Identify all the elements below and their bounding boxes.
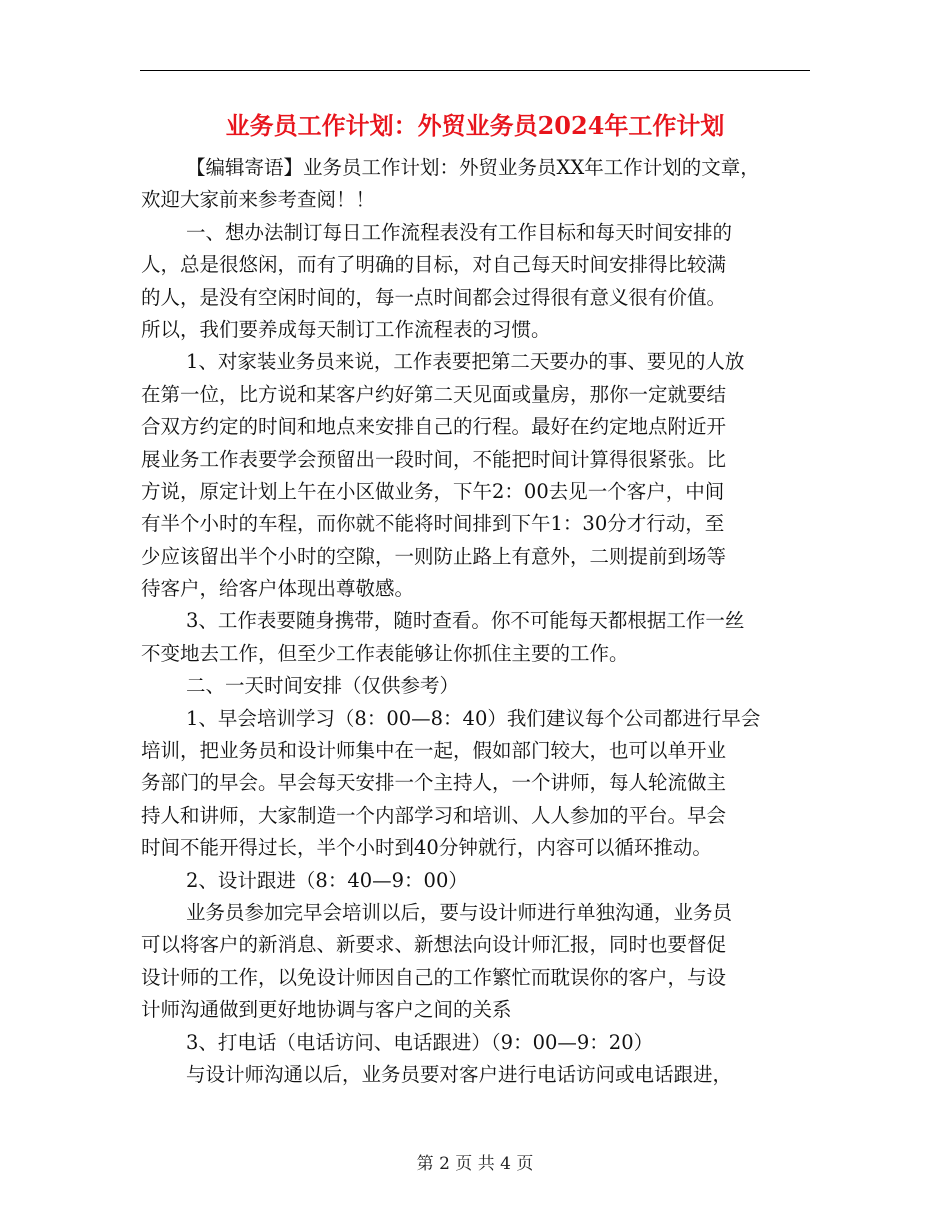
- text-line: 培训，把业务员和设计师集中在一起，假如部门较大，也可以单开业: [141, 739, 727, 763]
- text-line: 方说，原定计划上午在小区做业务，下午2：00去见一个客户，中间: [141, 479, 725, 503]
- text-line: 2、设计跟进（8：40—9：00）: [186, 868, 468, 892]
- text-line: 的人，是没有空闲时间的，每一点时间都会过得很有意义很有价值。: [141, 285, 727, 309]
- header-rule: [140, 70, 810, 71]
- text-line: 一、想办法制订每日工作流程表没有工作目标和每天时间安排的: [186, 220, 733, 244]
- text-line: 设计师的工作，以免设计师因自己的工作繁忙而耽误你的客户，与设: [141, 965, 727, 989]
- text-line: 与设计师沟通以后，业务员要对客户进行电话访问或电话跟进，: [186, 1062, 733, 1086]
- text-line: 待客户，给客户体现出尊敬感。: [141, 577, 415, 601]
- page-title: 业务员工作计划：外贸业务员2024年工作计划: [225, 111, 725, 140]
- text-line: 少应该留出半个小时的空隙，一则防止路上有意外，二则提前到场等: [141, 544, 727, 568]
- text-line: 人，总是很悠闲，而有了明确的目标，对自己每天时间安排得比较满: [141, 253, 727, 277]
- text-line: 3、打电话（电话访问、电话跟进）（9：00—9：20）: [186, 1030, 654, 1054]
- text-line: 持人和讲师，大家制造一个内部学习和培训、人人参加的平台。早会: [141, 803, 727, 827]
- text-line: 欢迎大家前来参考查阅！！: [141, 188, 376, 212]
- page-footer: 第 2 页 共 4 页: [416, 1154, 534, 1174]
- text-line: 展业务工作表要学会预留出一段时间，不能把时间计算得很紧张。比: [141, 447, 727, 471]
- text-line: 时间不能开得过长，半个小时到40分钟就行，内容可以循环推动。: [141, 836, 712, 860]
- text-line: 有半个小时的车程，而你就不能将时间排到下午1：30分才行动，至: [141, 512, 725, 536]
- text-line: 不变地去工作，但至少工作表能够让你抓住主要的工作。: [141, 641, 629, 665]
- text-line: 二、一天时间安排（仅供参考）: [186, 674, 460, 698]
- text-line: 计师沟通做到更好地协调与客户之间的关系: [141, 998, 512, 1022]
- text-line: 合双方约定的时间和地点来安排自己的行程。最好在约定地点附近开: [141, 415, 727, 439]
- text-line: 务部门的早会。早会每天安排一个主持人，一个讲师，每人轮流做主: [141, 771, 727, 795]
- text-line: 3、工作表要随身携带，随时查看。你不可能每天都根据工作一丝: [186, 609, 745, 633]
- text-line: 1、对家装业务员来说，工作表要把第二天要办的事、要见的人放: [186, 350, 745, 374]
- text-line: 1、早会培训学习（8：00—8：40）我们建议每个公司都进行早会: [186, 706, 761, 730]
- document-body: [141, 152, 809, 1091]
- text-line: 可以将客户的新消息、新要求、新想法向设计师汇报，同时也要督促: [141, 933, 727, 957]
- text-line: 所以，我们要养成每天制订工作流程表的习惯。: [141, 317, 551, 341]
- text-line: 【编辑寄语】业务员工作计划：外贸业务员XX年工作计划的文章，: [186, 156, 760, 179]
- text-line: 业务员参加完早会培训以后，要与设计师进行单独沟通，业务员: [186, 900, 733, 924]
- text-line: 在第一位，比方说和某客户约好第二天见面或量房，那你一定就要结: [141, 382, 727, 406]
